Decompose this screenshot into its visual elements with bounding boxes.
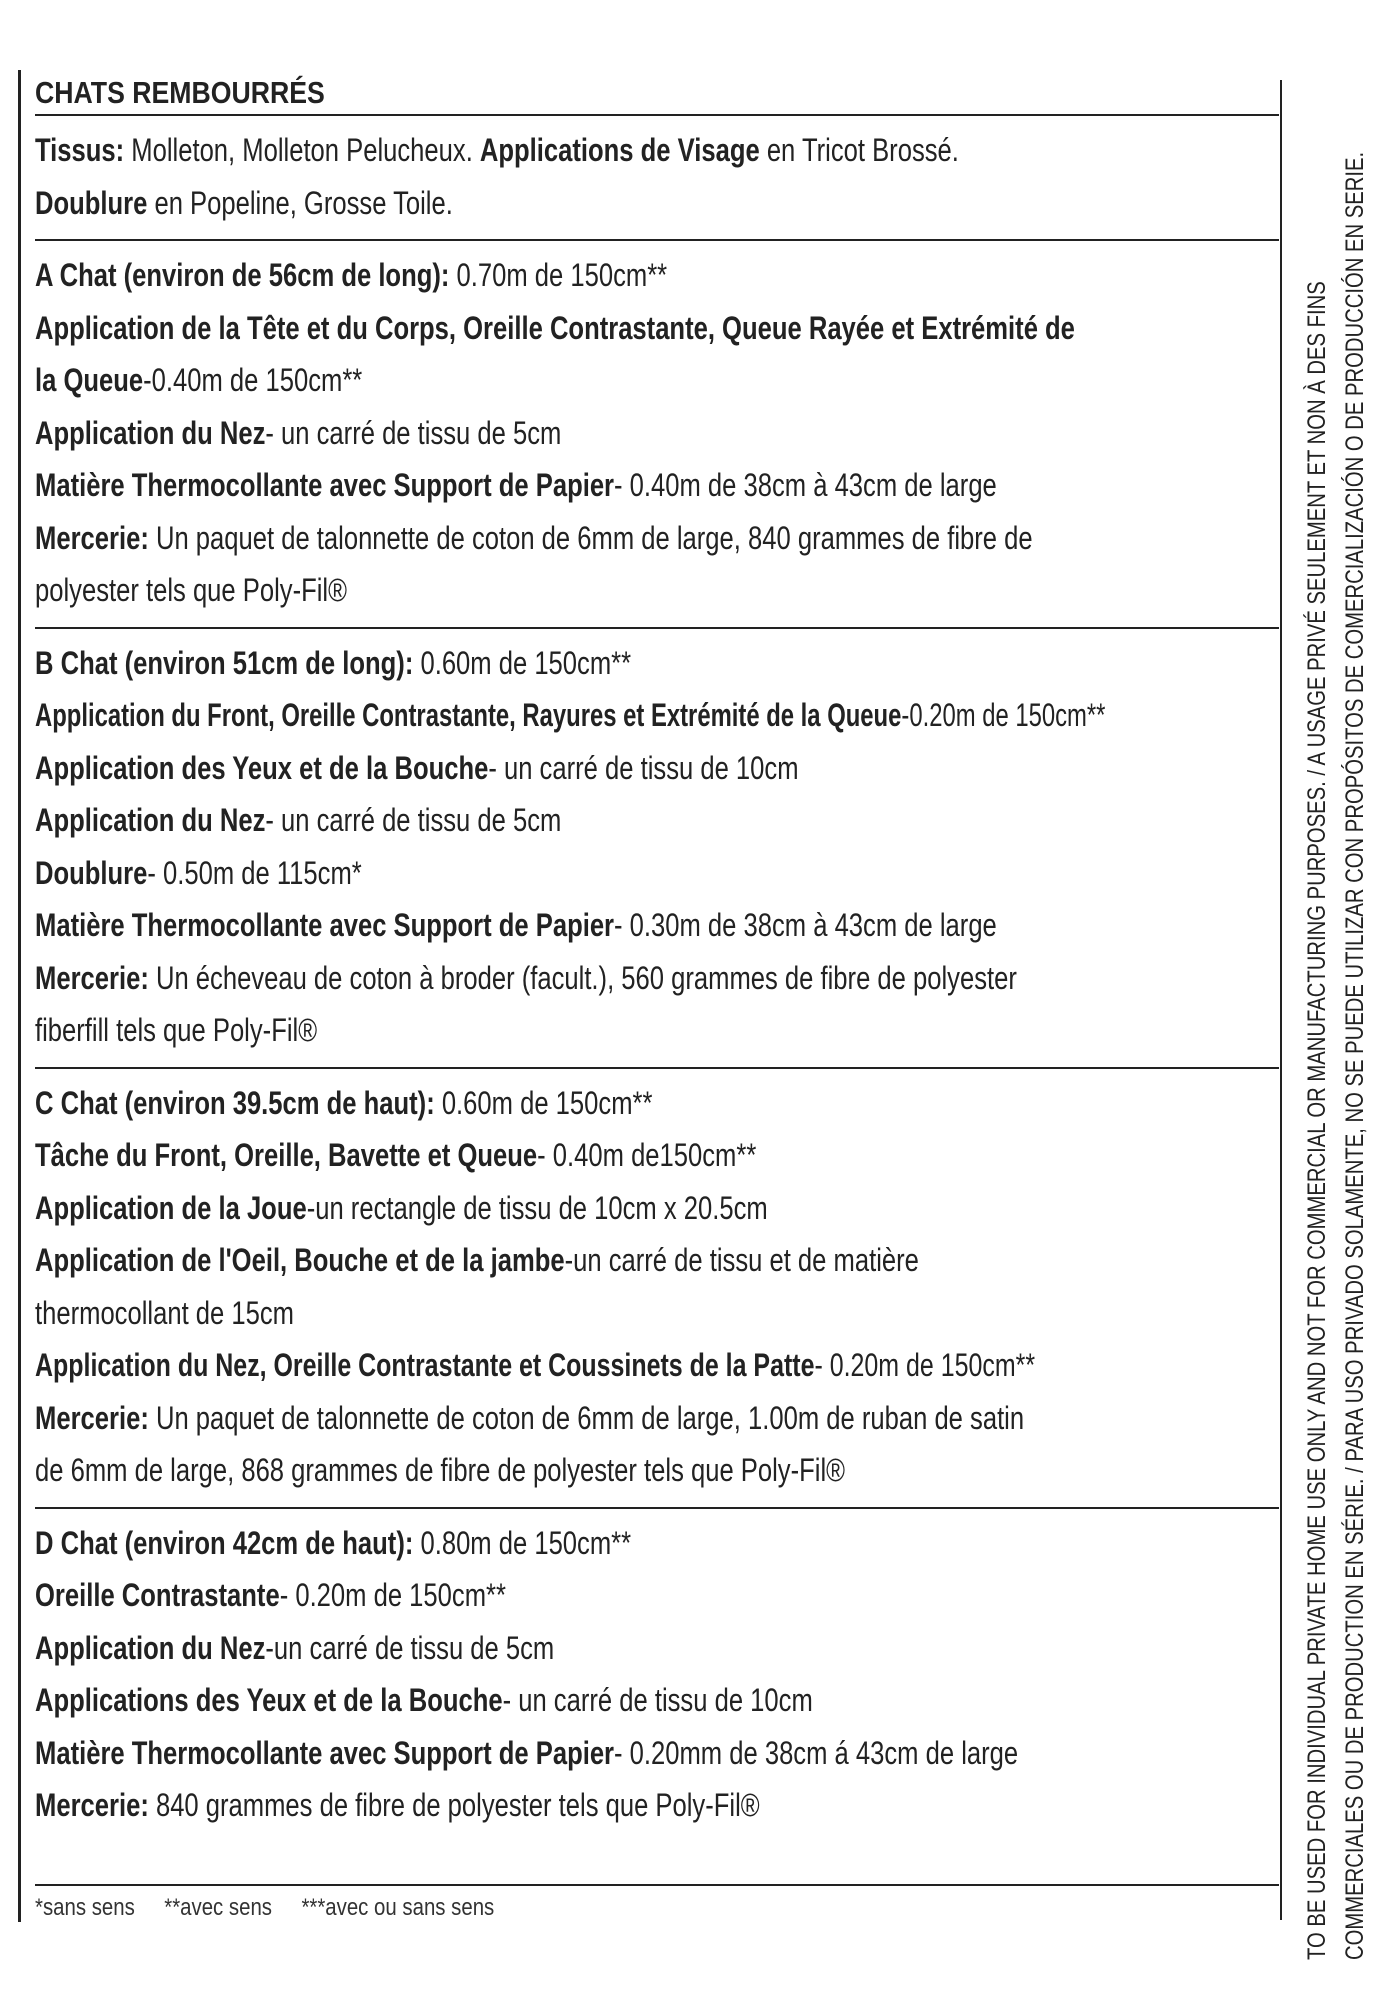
usage-notice-vertical <box>1298 10 1374 1960</box>
label-bold: Application des Yeux et de la Bouche <box>35 749 489 786</box>
value-text: fiberfill tels que Poly-Fil® <box>35 1012 318 1048</box>
view-c-line <box>35 1339 1248 1392</box>
label-bold: Doublure <box>35 854 148 891</box>
view-c-line <box>35 1234 1279 1287</box>
label-bold: C Chat (environ 39.5cm de haut): <box>35 1084 435 1121</box>
value-text: - un carré de tissu de 5cm <box>265 414 562 451</box>
value-text: 840 grammes de fibre de polyester tels que Poly-Fil® <box>148 1787 760 1823</box>
value-text: -un carré de tissu de 5cm <box>265 1629 555 1666</box>
pattern-requirements-panel <box>18 70 1301 1922</box>
usage-notice-line-2: COMMERCIALES OU DE PRODUCTION EN SÉRIE. / PARA USO PRIVADO SOLAMENTE, NO SE PUEDE UTILIZAR CON PROPÓSITOS DE COMERCIALIZACIÓN O DE PRODUCCIÓN EN SERIE. <box>1341 151 1369 1960</box>
value-text: - un carré de tissu de 5cm <box>265 802 562 838</box>
section-view-a <box>35 241 1279 627</box>
value-text: Un écheveau de coton à broder (facult.), 560 grammes de fibre de polyester <box>148 959 1017 996</box>
value-text: -0.20m de 150cm** <box>901 697 1106 733</box>
label-bold: A Chat (environ de 56cm de long): <box>35 257 450 293</box>
label-bold: Tâche du Front, Oreille, Bavette et Queue <box>35 1137 538 1173</box>
view-d-line <box>35 1727 1279 1780</box>
value-text: thermocollant de 15cm <box>35 1294 294 1331</box>
view-d-line <box>35 1569 1279 1622</box>
label-bold: Applications de Visage <box>479 132 760 168</box>
label-bold: Mercerie: <box>35 519 149 556</box>
value-text: - 0.30m de 38cm à 43cm de large <box>614 907 997 943</box>
value-text: en Tricot Brossé. <box>759 132 959 168</box>
vertical-divider <box>1280 80 1282 1920</box>
label-bold: B Chat (environ 51cm de long): <box>35 644 414 681</box>
view-a-line <box>35 302 1279 355</box>
value-text: polyester tels que Poly-Fil® <box>35 572 347 608</box>
view-c-line <box>35 1287 1279 1340</box>
label-bold: Application du Nez, Oreille Contrastante et Coussinets de la Patte <box>35 1347 815 1383</box>
view-b-line <box>35 689 1193 742</box>
label-bold: Application de la Tête et du Corps, Oreille Contrastante, Queue Rayée et Extrémité de <box>35 309 1075 346</box>
footnote-without-nap: *sans sens <box>35 1893 135 1921</box>
view-d-line <box>35 1674 1279 1727</box>
view-b-line <box>35 637 1279 690</box>
label-bold: Matière Thermocollante avec Support de Papier <box>35 1734 615 1771</box>
view-a-line <box>35 407 1279 460</box>
value-text: 0.60m de 150cm** <box>413 644 632 681</box>
value-text: Un paquet de talonnette de coton de 6mm de large, 1.00m de ruban de satin <box>148 1399 1025 1436</box>
label-bold: Application du Nez <box>35 414 266 451</box>
view-b-line <box>35 952 1279 1005</box>
value-text: Un paquet de talonnette de coton de 6mm de large, 840 grammes de fibre de <box>148 519 1033 556</box>
label-bold: Application de l'Oeil, Bouche et de la jambe <box>35 1242 565 1278</box>
view-a-line <box>35 459 1279 512</box>
view-c-line <box>35 1182 1279 1235</box>
view-d-line <box>35 1622 1279 1675</box>
value-text: Molleton, Molleton Pelucheux. <box>124 132 480 168</box>
value-text: - 0.40m de 38cm à 43cm de large <box>614 467 997 503</box>
label-bold: Mercerie: <box>35 959 149 996</box>
label-bold: Matière Thermocollante avec Support de Papier <box>35 907 615 943</box>
section-view-d <box>35 1509 1279 1842</box>
footnote-with-nap: **avec sens <box>164 1893 273 1921</box>
view-c-line <box>35 1444 1279 1497</box>
value-text: - un carré de tissu de 10cm <box>502 1682 813 1718</box>
view-c-line <box>35 1077 1279 1130</box>
page-title: CHATS REMBOURRÉS <box>35 75 325 110</box>
value-text: - un carré de tissu de 10cm <box>488 749 799 786</box>
value-text: 0.80m de 150cm** <box>413 1524 632 1561</box>
value-text: - 0.40m de150cm** <box>537 1137 757 1173</box>
value-text: -un rectangle de tissu de 10cm x 20.5cm <box>306 1189 768 1226</box>
value-text: - 0.20mm de 38cm á 43cm de large <box>614 1734 1019 1771</box>
section-view-b <box>35 629 1279 1067</box>
view-b-line <box>35 847 1279 900</box>
view-d-line <box>35 1779 1279 1832</box>
label-bold: Application du Nez <box>35 802 266 838</box>
view-a-line <box>35 249 1279 302</box>
view-a-line <box>35 564 1279 617</box>
intro-line-lining <box>35 177 1279 230</box>
label-bold: Doublure <box>35 184 148 221</box>
view-c-line <box>35 1392 1279 1445</box>
section-view-c <box>35 1069 1279 1507</box>
label-bold: Tissus: <box>35 132 125 168</box>
value-text: -0.40m de 150cm** <box>143 362 363 398</box>
value-text: de 6mm de large, 868 grammes de fibre de polyester tels que Poly-Fil® <box>35 1452 845 1488</box>
intro-line-fabrics <box>35 124 1279 177</box>
usage-notice-line-1: TO BE USED FOR INDIVIDUAL PRIVATE HOME USE ONLY AND NOT FOR COMMERCIAL OR MANUFACTURING PURPOSES. / A USAGE PRIVÉ SEULEMENT ET NON À DES FINS <box>1303 281 1331 1960</box>
label-bold: Matière Thermocollante avec Support de Papier <box>35 467 615 503</box>
label-bold: D Chat (environ 42cm de haut): <box>35 1524 414 1561</box>
value-text: - 0.20m de 150cm** <box>279 1577 506 1613</box>
value-text: en Popeline, Grosse Toile. <box>147 184 453 221</box>
spacer <box>35 1842 1279 1884</box>
label-bold: Mercerie: <box>35 1399 149 1436</box>
value-text: - 0.20m de 150cm** <box>814 1347 1036 1383</box>
value-text: - 0.50m de 115cm* <box>147 854 362 891</box>
view-b-line <box>35 742 1279 795</box>
value-text: 0.70m de 150cm** <box>449 257 668 293</box>
view-d-line <box>35 1517 1279 1570</box>
view-b-line <box>35 794 1279 847</box>
view-a-line <box>35 512 1279 565</box>
footnote-with-or-without-nap: ***avec ou sans sens <box>301 1893 495 1921</box>
label-bold: Mercerie: <box>35 1787 149 1823</box>
view-c-line <box>35 1129 1279 1182</box>
label-bold: Application du Nez <box>35 1629 266 1666</box>
footnotes <box>35 1886 1092 1926</box>
label-bold: Application du Front, Oreille Contrastante, Rayures et Extrémité de la Queue <box>35 697 902 733</box>
fabric-intro <box>35 116 1279 239</box>
panel-content <box>35 70 1279 1926</box>
value-text: 0.60m de 150cm** <box>434 1084 653 1121</box>
view-a-line <box>35 354 1279 407</box>
value-text: -un carré de tissu et de matière <box>564 1242 919 1278</box>
view-b-line <box>35 1004 1279 1057</box>
label-bold: la Queue <box>35 362 144 398</box>
label-bold: Application de la Joue <box>35 1189 307 1226</box>
label-bold: Applications des Yeux et de la Bouche <box>35 1682 503 1718</box>
view-b-line <box>35 899 1279 952</box>
label-bold: Oreille Contrastante <box>35 1577 280 1613</box>
